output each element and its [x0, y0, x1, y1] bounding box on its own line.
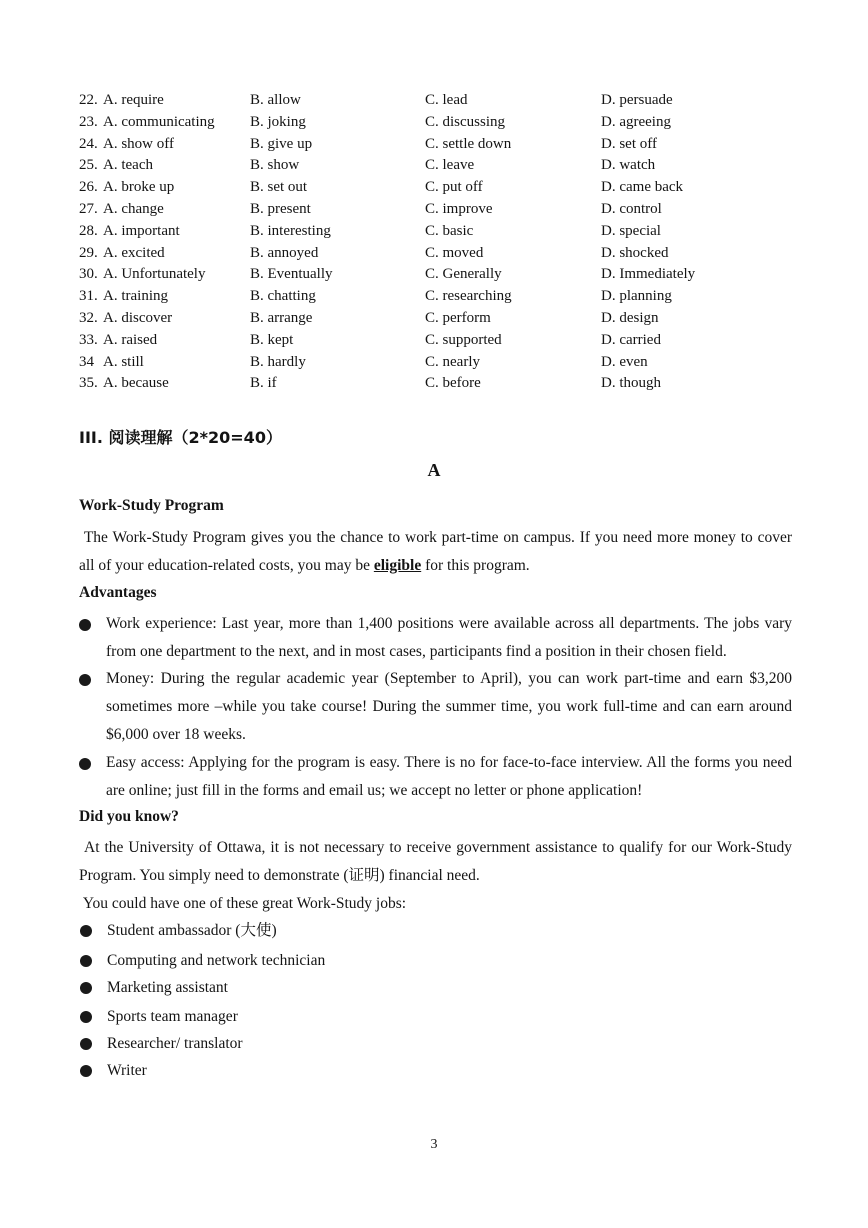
- job-item: [79, 951, 325, 971]
- job-item: [79, 1007, 238, 1027]
- bullet-icon: [80, 982, 92, 994]
- question-number: 26.: [79, 179, 98, 196]
- option-b: B. allow: [250, 92, 301, 108]
- option-c: C. put off: [425, 179, 483, 196]
- option-b: B. annoyed: [250, 244, 319, 261]
- option-a: A. raised: [103, 331, 158, 348]
- did-you-know-text: At the University of Ottawa, it is not necessary to receive government assistance to qualify for our Work-Study Program. You simply need to demonstrate (证明) financial need.: [79, 839, 792, 884]
- option-a: A. change: [103, 200, 164, 217]
- option-c: C. researching: [425, 288, 512, 305]
- option-a: A. important: [103, 222, 180, 239]
- job-item: [79, 1061, 147, 1081]
- question-number: 27.: [79, 200, 98, 217]
- advantage-item: [79, 749, 792, 805]
- bullet-icon: [79, 758, 91, 770]
- question-number: 31.: [79, 288, 98, 305]
- option-c: C. lead: [425, 92, 468, 108]
- option-b: B. interesting: [250, 222, 331, 239]
- intro-paragraph: [79, 524, 792, 580]
- option-c: C. before: [425, 375, 481, 392]
- option-d: D. Immediately: [601, 266, 696, 283]
- bullet-icon: [80, 925, 92, 937]
- option-d: D. agreeing: [601, 113, 671, 130]
- question-number: 33.: [79, 331, 98, 348]
- job-text: Writer: [107, 1062, 147, 1079]
- option-a: A. teach: [103, 157, 153, 174]
- advantages-title: Advantages: [79, 584, 157, 601]
- did-you-know-paragraph: [79, 834, 792, 890]
- option-d: D. persuade: [601, 92, 673, 108]
- option-row: [79, 177, 779, 199]
- option-b: B. set out: [250, 179, 308, 196]
- advantage-item: [79, 610, 792, 666]
- did-you-know-title: Did you know?: [79, 808, 179, 825]
- option-c: C. basic: [425, 222, 474, 239]
- option-row: [79, 264, 779, 286]
- option-b: B. give up: [250, 135, 313, 152]
- option-d: D. shocked: [601, 244, 669, 261]
- advantage-text: Easy access: Applying for the program is easy. There is no for face-to-face interview. All the forms you need are online; just fill in the forms and email us; we accept no letter or phone application!: [106, 754, 792, 799]
- job-text: Sports team manager: [107, 1008, 238, 1025]
- job-text: Student ambassador (大使): [107, 922, 277, 939]
- jobs-intro: [79, 890, 792, 918]
- bullet-icon: [80, 1011, 92, 1023]
- option-b: B. show: [250, 157, 300, 174]
- bullet-icon: [80, 1038, 92, 1050]
- intro-text-before: The Work-Study Program gives you the chance to work part-time on campus. If you need more money to cover all of your education-related costs, you may be: [79, 529, 792, 574]
- option-d: D. though: [601, 375, 661, 392]
- option-row: [79, 155, 779, 177]
- option-b: B. Eventually: [250, 266, 333, 283]
- option-row: [79, 373, 779, 395]
- option-b: B. if: [250, 375, 277, 392]
- section-heading: III. 阅读理解（2*20=40）: [79, 428, 282, 447]
- option-a: A. still: [103, 353, 144, 370]
- jobs-intro-text: You could have one of these great Work-Study jobs:: [82, 895, 407, 912]
- advantage-text: Work experience: Last year, more than 1,400 positions were available across all departments. The jobs vary from one department to the next, and in most cases, participants find a position in their chosen field.: [106, 615, 792, 660]
- option-a: A. communicating: [103, 113, 215, 130]
- option-c: C. leave: [425, 157, 475, 174]
- question-number: 34: [79, 353, 94, 370]
- option-b: B. kept: [250, 331, 294, 348]
- option-c: C. discussing: [425, 113, 506, 130]
- option-d: D. watch: [601, 157, 656, 174]
- option-row: [79, 199, 779, 221]
- question-number: 22.: [79, 92, 98, 108]
- option-c: C. moved: [425, 244, 484, 261]
- option-a: A. show off: [103, 135, 174, 152]
- advantage-text: Money: During the regular academic year (September to April), you can work part-time and earn $3,200 sometimes more –while you take course! During the summer time, you work full-time and can earn around $6,000 over 18 weeks.: [106, 670, 792, 743]
- option-row: [79, 308, 779, 330]
- option-d: D. carried: [601, 331, 661, 348]
- option-d: D. set off: [601, 135, 657, 152]
- option-a: A. because: [103, 375, 169, 392]
- bullet-icon: [79, 619, 91, 631]
- option-c: C. Generally: [425, 266, 502, 283]
- option-c: C. perform: [425, 309, 491, 326]
- job-item: [79, 1034, 243, 1054]
- option-d: D. planning: [601, 288, 672, 305]
- option-d: D. special: [601, 222, 661, 239]
- passage-label: A: [427, 460, 441, 480]
- question-number: 23.: [79, 113, 98, 130]
- job-text: Marketing assistant: [107, 979, 228, 996]
- option-b: B. hardly: [250, 353, 306, 370]
- option-b: B. present: [250, 200, 311, 217]
- option-row: [79, 112, 779, 134]
- question-number: 35.: [79, 375, 98, 392]
- option-c: C. improve: [425, 200, 493, 217]
- option-b: B. chatting: [250, 288, 316, 305]
- question-number: 30.: [79, 266, 98, 283]
- option-d: D. even: [601, 353, 648, 370]
- option-c: C. settle down: [425, 135, 512, 152]
- advantage-item: [79, 665, 792, 749]
- job-item: [79, 921, 277, 941]
- intro-text-after: for this program.: [421, 557, 530, 574]
- option-b: B. joking: [250, 113, 306, 130]
- option-row: [79, 134, 779, 156]
- option-d: D. came back: [601, 179, 684, 196]
- program-title: Work-Study Program: [79, 497, 224, 514]
- option-row: [79, 330, 779, 352]
- option-row: [79, 286, 779, 308]
- question-number: 24.: [79, 135, 98, 152]
- job-item: [79, 978, 228, 998]
- question-number: 25.: [79, 157, 98, 174]
- option-c: C. nearly: [425, 353, 480, 370]
- option-a: A. excited: [103, 244, 165, 261]
- option-a: A. broke up: [103, 179, 175, 196]
- option-row: [79, 90, 779, 112]
- option-a: A. training: [103, 288, 168, 305]
- cloze-options-table: [79, 90, 779, 395]
- job-text: Computing and network technician: [107, 952, 326, 969]
- option-d: D. control: [601, 200, 662, 217]
- bullet-icon: [80, 1065, 92, 1077]
- bullet-icon: [79, 674, 91, 686]
- bullet-icon: [80, 955, 92, 967]
- option-row: [79, 352, 779, 374]
- question-number: 29.: [79, 244, 98, 261]
- page-number: 3: [430, 1137, 438, 1152]
- option-d: D. design: [601, 309, 659, 326]
- option-b: B. arrange: [250, 309, 313, 326]
- option-a: A. Unfortunately: [103, 266, 206, 283]
- eligible-word: eligible: [373, 557, 422, 574]
- option-a: A. require: [103, 92, 164, 108]
- option-a: A. discover: [103, 309, 173, 326]
- question-number: 32.: [79, 309, 98, 326]
- option-c: C. supported: [425, 331, 502, 348]
- job-text: Researcher/ translator: [107, 1035, 243, 1052]
- question-number: 28.: [79, 222, 98, 239]
- option-row: [79, 221, 779, 243]
- option-row: [79, 243, 779, 265]
